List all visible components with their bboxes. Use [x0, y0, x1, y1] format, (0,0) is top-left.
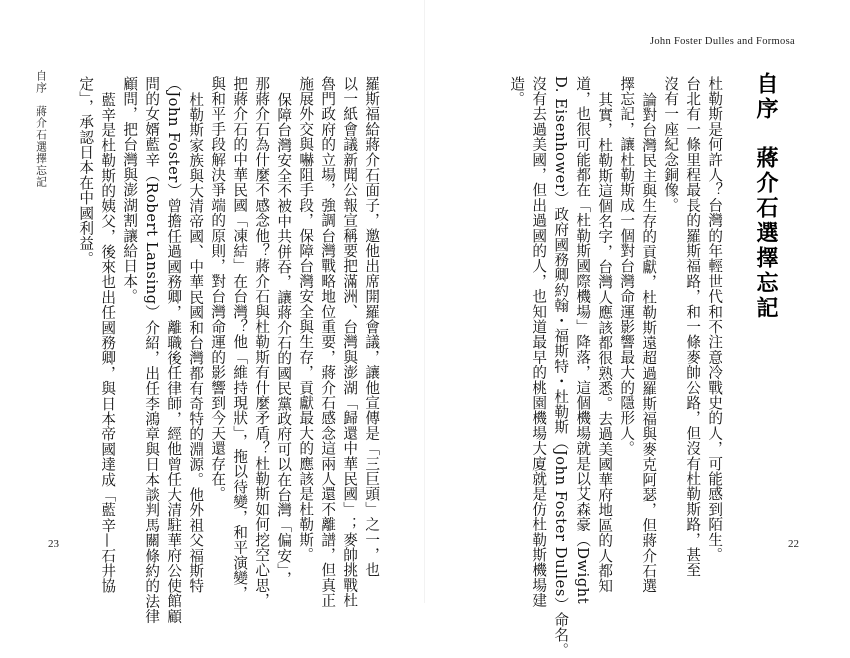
paragraph-line: 問的女婿藍辛（Robert Lansing）介紹，出任李鴻章與日本談判馬關條約的法律: [143, 76, 161, 624]
paragraph-line: 保障台灣安全不被中共併吞，讓蔣介石的國民黨政府可以在台灣「偏安」，: [275, 92, 293, 587]
paragraph-line: 把蔣介石的中華民國「凍結」在台灣？他「維持現狀」，拖以待變，和平演變，: [231, 76, 249, 601]
paragraph-line: 魯門政府的立場，強調台灣戰略地位重要，蔣介石感念這兩人還不離譜，但真正: [319, 76, 337, 608]
paragraph-line: 擇忘記，讓杜勒斯成一個對台灣命運影響最大的隱形人。: [618, 76, 636, 456]
left-page: [0, 0, 425, 624]
paragraph-line: 杜勒斯家族與大清帝國、中華民國和台灣都有奇特的淵源。他外祖父福斯特: [187, 92, 205, 594]
paragraph-line: 藍辛是杜勒斯的姨父，後來也出任國務卿，與日本帝國達成「藍辛—石井協: [99, 92, 117, 594]
paragraph-line: 台北有一條里程最長的羅斯福路，和一條麥帥公路，但沒有杜勒斯路，甚至: [684, 76, 702, 578]
paragraph-line: 論對台灣民主與生存的貢獻，杜勒斯遠超過羅斯福與麥克阿瑟，但蔣介石選: [640, 92, 658, 594]
page-number: 22: [788, 538, 799, 550]
paragraph-line: 其實，杜勒斯這個名字，台灣人應該都很熟悉。去過美國華府地區的人都知: [596, 92, 614, 594]
paragraph-line: 沒有去過美國，但出過國的人，也知道最早的桃園機場大廈就是仿杜勒斯機場建: [530, 76, 548, 608]
paragraph-line: 沒有一座紀念銅像。: [662, 76, 680, 213]
paragraph-line: 造。: [508, 76, 526, 107]
paragraph-line: D. Eisenhower）政府國務卿約翰・福斯特・杜勒斯（John Foster Dulles）命名。: [552, 76, 570, 658]
paragraph-line: 以一紙會議新聞公報宣稱要把滿洲、台灣與澎湖「歸還中華民國」；麥帥挑戰杜: [341, 76, 359, 608]
paragraph-line: 羅斯福給蔣介石面子，邀他出席開羅會議，讓他宣傳是「三巨頭」之一，也: [363, 76, 381, 578]
paragraph-line: 顧問，把台灣與澎湖割讓給日本。: [121, 76, 139, 304]
paragraph-line: 道，也很可能都在「杜勒斯國際機場」降落，這個機場就是以艾森豪（Dwight: [574, 76, 592, 605]
paragraph-line: （John Foster）曾擔任過國務卿，離職後任律師，經他曾任大清駐華府公使館顧: [165, 76, 183, 624]
paragraph-line: 杜勒斯是何許人？台灣的年輕世代和不注意冷戰史的人，可能感到陌生。: [706, 76, 724, 563]
paragraph-line: 那蔣介石為什麼不感念他？蔣介石與杜勒斯有什麼矛盾？杜勒斯如何挖空心思，: [253, 76, 271, 608]
running-header-english: John Foster Dulles and Formosa: [650, 36, 795, 47]
paragraph-line: 施展外交與嚇阻手段，保障台灣安全與生存，貢獻最大的應該是杜勒斯。: [297, 76, 315, 563]
paragraph-line: 與和平手段解決爭端的原則，對台灣命運的影響到今天還存在。: [209, 76, 227, 502]
page-number: 23: [48, 538, 59, 550]
chapter-title: 蔣介石選擇忘記: [753, 146, 779, 321]
running-header-chinese: 自序 蔣介石選擇忘記: [35, 70, 48, 188]
right-page: [425, 0, 850, 658]
chapter-label: 自序: [753, 72, 779, 122]
paragraph-line: 定」，承認日本在中國利益。: [77, 76, 95, 267]
